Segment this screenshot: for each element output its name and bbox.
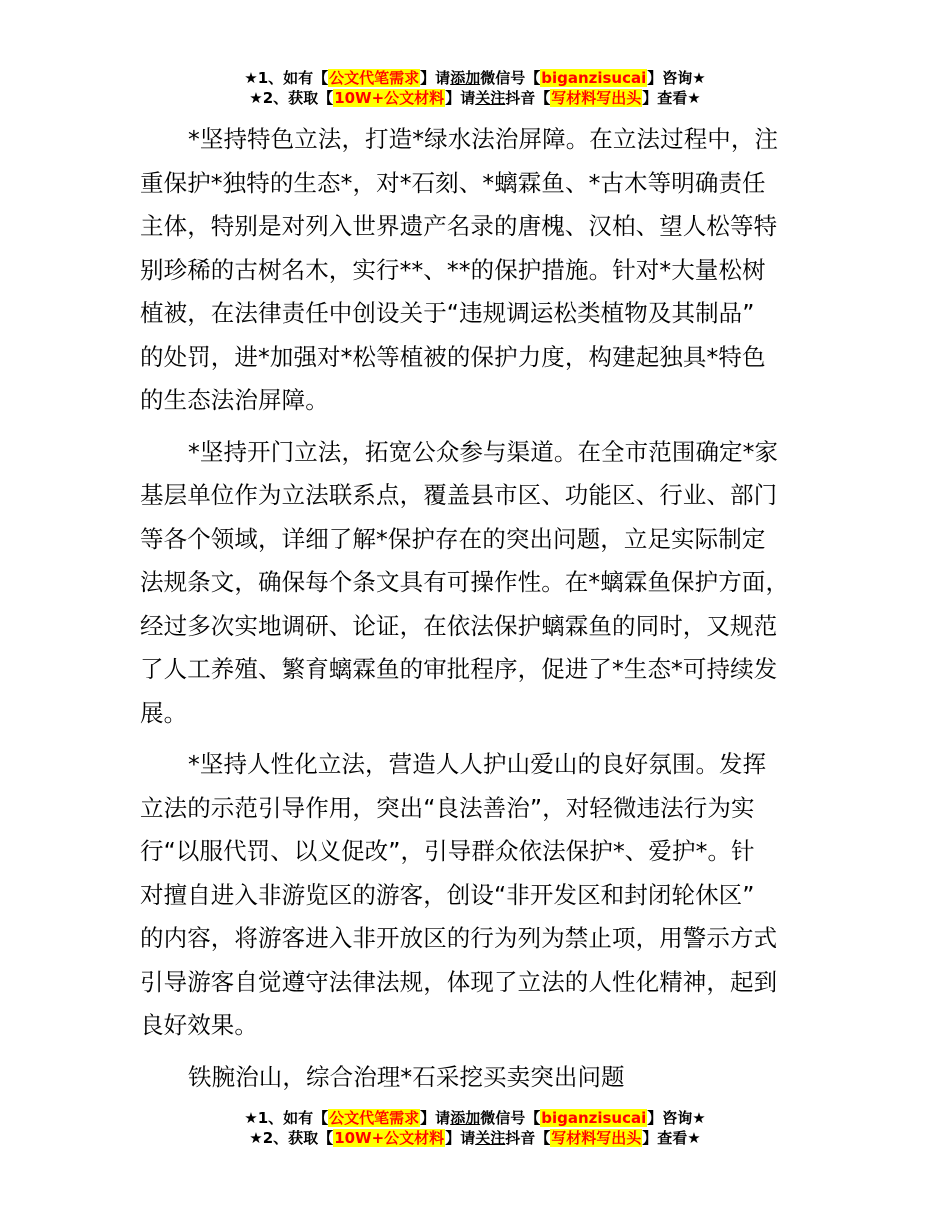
paragraph-line: 经过多次实地调研、论证，在依法保护螭霖鱼的同时，又规范	[140, 611, 778, 640]
paragraph-line: *坚持开门立法，拓宽公众参与渠道。在全市范围确定*家	[188, 437, 779, 466]
banner-text: ★1、如有【	[244, 69, 329, 87]
banner-text: 】咨询★	[647, 69, 706, 87]
highlight-wechat-id: biganzisucai	[541, 1109, 647, 1127]
paragraph-line: 对擅自进入非游览区的游客，创设“非开发区和封闭轮休区”	[140, 880, 755, 909]
banner-line-2	[0, 88, 950, 108]
paragraph-line: 立法的示范引导作用，突出“良法善治”，对轻微违法行为实	[140, 793, 755, 822]
banner-line-2	[0, 1128, 950, 1148]
banner-text: 抖音【	[505, 1129, 551, 1147]
paragraph-spacer	[140, 735, 830, 743]
paragraph-4	[140, 1056, 830, 1100]
paragraph-2	[140, 431, 830, 736]
banner-text: ★1、如有【	[244, 1109, 329, 1127]
highlight-ghostwriting: 公文代笔需求	[329, 69, 420, 87]
banner-text: 】查看★	[642, 89, 701, 107]
paragraph-line: 的处罚，进*加强对*松等植被的保护力度，构建起独具*特色	[140, 342, 766, 371]
paragraph-line: 铁腕治山，综合治理*石采挖买卖突出问题	[188, 1062, 625, 1091]
paragraph-line: 了人工养殖、繁育螭霖鱼的审批程序，促进了*生态*可持续发	[140, 655, 778, 683]
paragraph-line: 引导游客自觉遵守法律法规，体现了立法的人性化精神，起到	[140, 967, 778, 996]
banner-text: 】请	[445, 89, 476, 107]
paragraph-line: *坚持特色立法，打造*绿水法治屏障。在立法过程中，注	[188, 125, 779, 153]
paragraph-line: 别珍稀的古树名木，实行**、**的保护措施。针对*大量松树	[140, 255, 766, 284]
banner-text: 微信号【	[480, 1109, 541, 1127]
paragraph-spacer	[140, 1048, 830, 1056]
banner-text: ★2、获取【	[249, 89, 334, 107]
underlined-follow: 关注	[475, 1129, 506, 1147]
paragraph-line: 展。	[140, 698, 188, 727]
paragraph-line: 良好效果。	[140, 1011, 258, 1039]
banner-text: 】请	[420, 69, 451, 87]
banner-line-1	[0, 1108, 950, 1128]
banner-text: 微信号【	[480, 69, 541, 87]
paragraph-line: 的生态法治屏障。	[140, 386, 329, 414]
paragraph-line: 等各个领域，详细了解*保护存在的突出问题，立足实际制定	[140, 524, 766, 553]
highlight-douyin-account: 写材料写出头	[551, 89, 642, 107]
paragraph-line: 的内容，将游客进入非开放区的行为列为禁止项，用警示方式	[140, 924, 778, 952]
banner-text: 】请	[445, 1129, 476, 1147]
highlight-douyin-account: 写材料写出头	[551, 1129, 642, 1147]
highlight-ghostwriting: 公文代笔需求	[329, 1109, 420, 1127]
paragraph-line: 植被，在法律责任中创设关于“违规调运松类植物及其制品”	[140, 299, 755, 327]
banner-text: ★2、获取【	[249, 1129, 334, 1147]
highlight-materials: 10W+公文材料	[334, 89, 445, 107]
banner-text: 】咨询★	[647, 1109, 706, 1127]
document-body	[140, 118, 830, 1099]
banner-text: 】查看★	[642, 1129, 701, 1147]
paragraph-line: 行“以服代罚、以义促改”，引导群众依法保护*、爱护*。针	[140, 837, 755, 865]
paragraph-line: 基层单位作为立法联系点，覆盖县市区、功能区、行业、部门	[140, 481, 778, 509]
header-banner	[0, 68, 950, 108]
paragraph-line: 主体，特别是对列入世界遗产名录的唐槐、汉柏、望人松等特	[140, 212, 778, 240]
banner-text: 】请	[420, 1109, 451, 1127]
paragraph-spacer	[140, 423, 830, 431]
paragraph-line: 重保护*独特的生态*，对*石刻、*螭霖鱼、*古木等明确责任	[140, 168, 766, 197]
paragraph-line: 法规条文，确保每个条文具有可操作性。在*螭霖鱼保护方面，	[140, 568, 790, 596]
banner-text: 抖音【	[505, 89, 551, 107]
banner-line-1	[0, 68, 950, 88]
paragraph-line: *坚持人性化立法，营造人人护山爱山的良好氛围。发挥	[188, 750, 767, 778]
highlight-wechat-id: biganzisucai	[541, 69, 647, 87]
paragraph-3	[140, 743, 830, 1048]
underlined-follow: 关注	[475, 89, 506, 107]
underlined-add: 添加	[450, 69, 481, 87]
footer-banner	[0, 1108, 950, 1148]
underlined-add: 添加	[450, 1109, 481, 1127]
paragraph-1	[140, 118, 830, 423]
highlight-materials: 10W+公文材料	[334, 1129, 445, 1147]
